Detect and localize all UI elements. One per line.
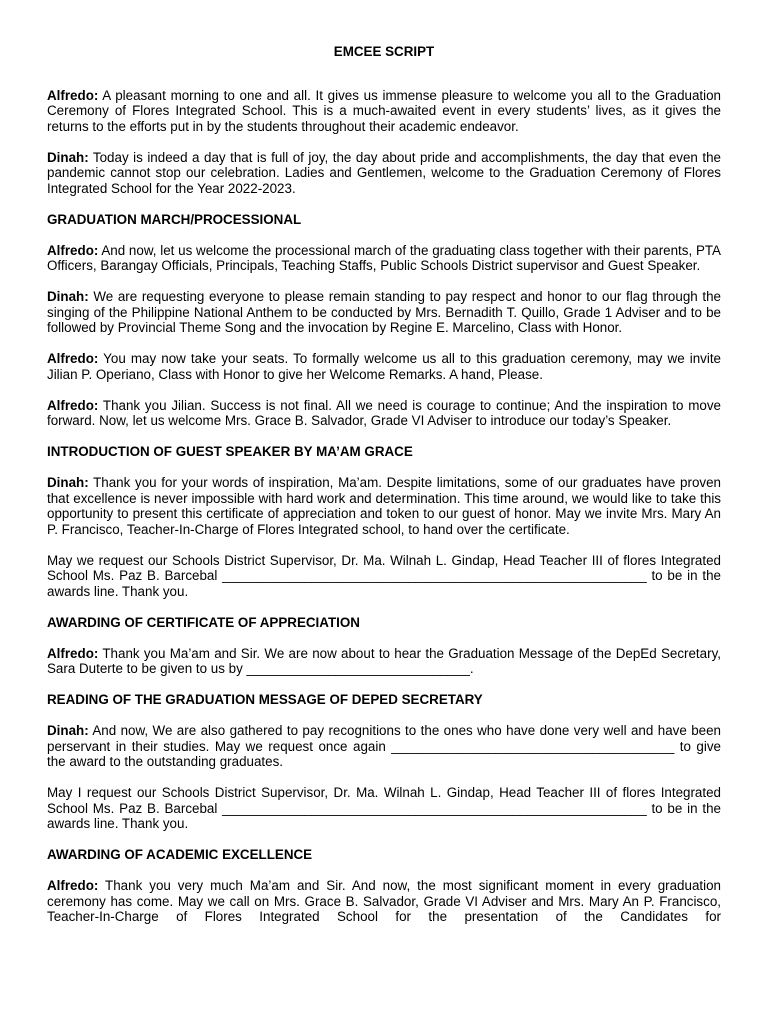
speaker-name: Alfredo: [47,397,99,413]
speech-text: And now, We are also gathered to pay recognitions to the ones who have done very well and have been perservant in their studies. May we request once again ______________________________________ to give the award to the outstanding graduates. [47,723,721,769]
speaker-name: Alfredo: [47,242,99,258]
paragraph-1 [47,88,721,135]
speaker-name: Alfredo: [47,878,99,893]
speech-text: Today is indeed a day that is full of joy, the day about pride and accomplishments, the day that even the pandemic cannot stop our celebration. Ladies and Gentlemen, welcome to the Graduation Ceremony of Flores Integrated School for the Year 2022-2023. [47,149,721,196]
speech-text: And now, let us welcome the processional march of the graduating class together with their parents, PTA Officers, Barangay Officials, Principals, Teaching Staffs, Public Schools District supervisor and Guest Speaker. [47,242,721,273]
paragraph-10 [47,723,721,770]
document-title: EMCEE SCRIPT [333,44,435,59]
paragraph-2 [47,150,721,197]
paragraph-8: May we request our Schools District Supervisor, Dr. Ma. Wilnah L. Gindap, Head Teacher III of flores Integrated School Ms. Paz B. Barcebal _________________________________________________________ to be in the awards line. Thank you. [47,552,721,599]
speaker-name: Dinah: [47,475,89,490]
speaker-name: Dinah: [47,289,89,304]
section-heading: AWARDING OF CERTIFICATE OF APPRECIATION [47,614,360,630]
section-heading: INTRODUCTION OF GUEST SPEAKER BY MA’AM GRACE [47,444,413,459]
speech-text: We are requesting everyone to please remain standing to pay respect and honor to our flag through the singing of the Philippine National Anthem to be conducted by Mrs. Bernadith T. Quillo, Grade 1 Adviser and to be followed by Provincial Theme Song and the invocation by Regine E. Marcelino, Class with Honor. [47,289,721,335]
paragraph-4 [47,289,721,336]
speaker-name: Dinah: [47,149,89,165]
speech-text: Thank you very much Ma’am and Sir. And now, the most significant moment in every graduation ceremony has come. May we call on Mrs. Grace B. Salvador, Grade VI Adviser and Mrs. Mary An P. Francisco, Teacher-In-Charge of Flores Integrated School for the presentation of the Candidates for [47,878,721,924]
speech-text: Thank you for your words of inspiration, Ma’am. Despite limitations, some of our graduates have proven that excellence is never impossible with hard work and determination. This time around, we would like to take this opportunity to present this certificate of appreciation and token to our guest of honor. May we invite Mrs. Mary An P. Francisco, Teacher-In-Charge of Flores Integrated school, to hand over the certificate. [47,475,721,537]
speaker-name: Alfredo: [47,645,99,661]
speech-text: A pleasant morning to one and all. It gives us immense pleasure to welcome you all to the Graduation Ceremony of Flores Integrated School. This is a much-awaited event in every students’ lives, as it gives the returns to the efforts put in by the students throughout their academic endeavor. [47,87,721,134]
document-page [47,0,721,940]
paragraph-5 [47,351,721,382]
paragraph-9 [47,646,721,677]
speaker-name: Alfredo: [47,351,99,366]
section-heading: GRADUATION MARCH/PROCESSIONAL [47,211,302,227]
paragraph-6 [47,398,721,429]
paragraph-12 [47,878,721,925]
paragraph-11: May I request our Schools District Supervisor, Dr. Ma. Wilnah L. Gindap, Head Teacher III of flores Integrated School Ms. Paz B. Barcebal _________________________________________________________ to be in the awards line. Thank you. [47,785,721,831]
section-heading: READING OF THE GRADUATION MESSAGE OF DEPED SECRETARY [47,692,483,707]
speech-text: Thank you Jilian. Success is not final. All we need is courage to continue; And the inspiration to move forward. Now, let us welcome Mrs. Grace B. Salvador, Grade VI Adviser to introduce our today’s Speaker. [47,397,721,428]
speaker-name: Alfredo: [47,87,99,103]
speech-text: Thank you Ma’am and Sir. We are now about to hear the Graduation Message of the DepEd Secretary, Sara Duterte to be given to us by ______________________________. [47,645,721,676]
paragraph-3 [47,243,721,274]
speaker-name: Dinah: [47,723,89,738]
paragraph-7 [47,475,721,537]
speech-text: You may now take your seats. To formally welcome us all to this graduation ceremony, may we invite Jilian P. Operiano, Class with Honor to give her Welcome Remarks. A hand, Please. [47,351,721,382]
section-heading: AWARDING OF ACADEMIC EXCELLENCE [47,847,313,862]
